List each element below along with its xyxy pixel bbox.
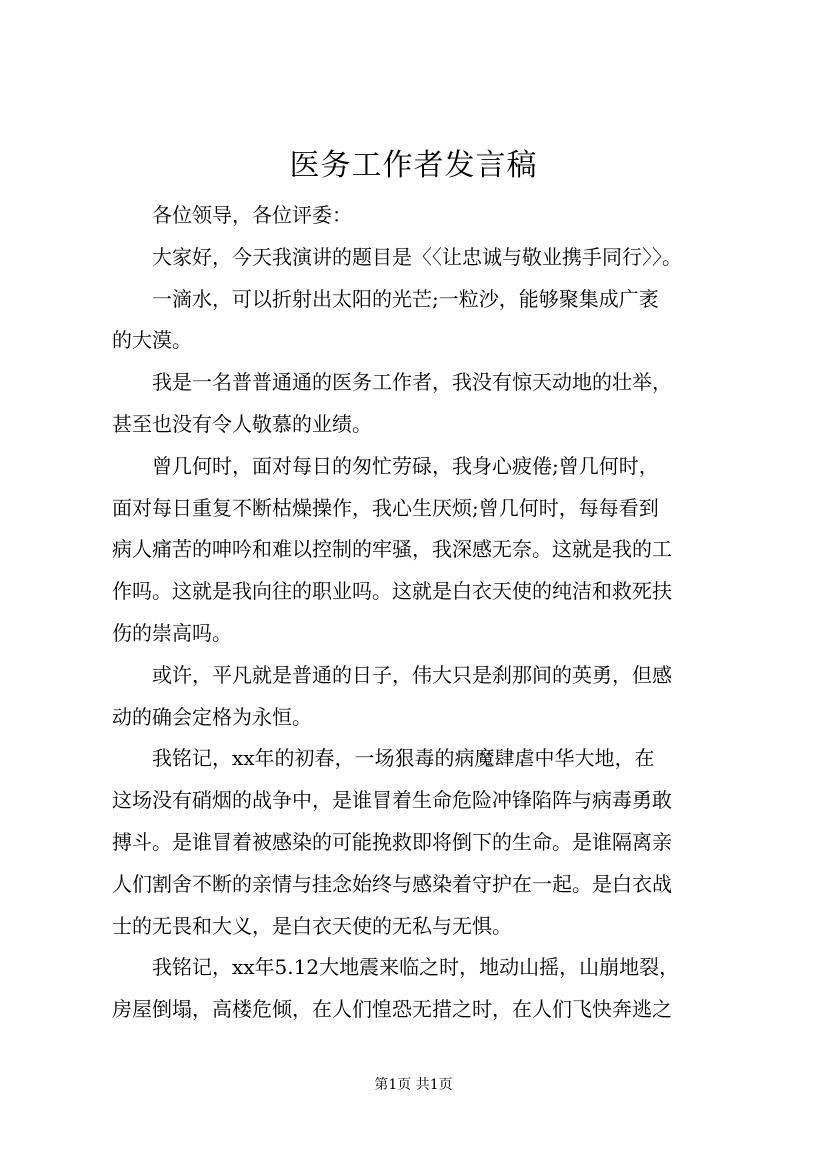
- body-line: 大家好，今天我演讲的题目是〈〈让忠诚与敬业携手同行〉〉。: [112, 244, 682, 269]
- body-line: 或许，平凡就是普通的日子，伟大只是刹那间的英勇，但感: [112, 662, 672, 687]
- body-line: 各位领导，各位评委：: [112, 203, 352, 227]
- body-line: 一滴水，可以折射出太阳的光芒;一粒沙，能够聚集成广袤: [112, 286, 659, 311]
- body-line: 面对每日重复不断枯燥操作，我心生厌烦;曾几何时，每每看到: [112, 495, 659, 520]
- body-line: 曾几何时，面对每日的匆忙劳碌，我身心疲倦;曾几何时，: [112, 453, 659, 478]
- body-line: 甚至也没有令人敬慕的业绩。: [112, 411, 372, 436]
- document-title: 医务工作者发言稿: [289, 148, 538, 183]
- body-line: 士的无畏和大义，是白衣天使的无私与无惧。: [112, 913, 512, 938]
- body-line: 人们割舍不断的亲情与挂念始终与感染着守护在一起。是白衣战: [112, 871, 672, 896]
- body-line: 我铭记，xx年5.12大地震来临之时，地动山摇，山崩地裂，: [112, 955, 680, 980]
- page-number-footer: 第1页 共1页: [374, 1077, 453, 1093]
- body-line: 作吗。这就是我向往的职业吗。这就是白衣天使的纯洁和救死扶: [112, 579, 672, 604]
- body-line: 搏斗。是谁冒着被感染的可能挽救即将倒下的生命。是谁隔离亲: [112, 829, 672, 854]
- body-line: 我是一名普普通通的医务工作者，我没有惊天动地的壮举，: [112, 370, 672, 395]
- document-body: [112, 195, 732, 1031]
- body-line: 伤的崇高吗。: [112, 620, 232, 645]
- body-line: 病人痛苦的呻吟和难以控制的牢骚，我深感无奈。这就是我的工: [112, 537, 672, 562]
- body-line: 我铭记，xx年的初春，一场狠毒的病魔肆虐中华大地，在: [112, 746, 655, 771]
- body-line: 房屋倒塌，高楼危倾，在人们惶恐无措之时，在人们飞快奔逃之: [112, 997, 672, 1022]
- body-line: 的大漠。: [112, 328, 192, 353]
- body-line: 动的确会定格为永恒。: [112, 704, 312, 729]
- body-line: 这场没有硝烟的战争中，是谁冒着生命危险冲锋陷阵与病毒勇敢: [112, 788, 672, 813]
